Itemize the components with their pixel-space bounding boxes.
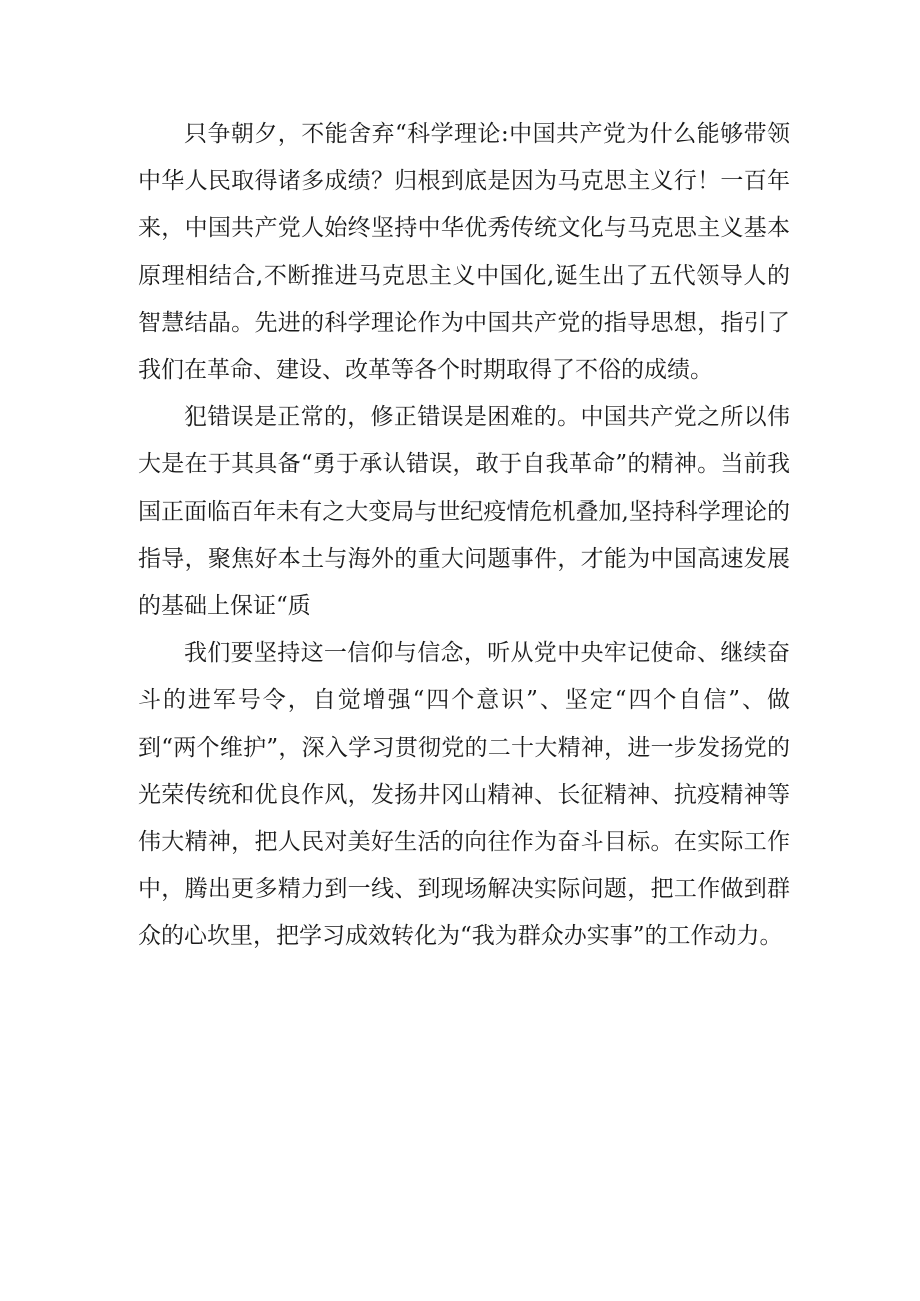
paragraph-1: 只争朝夕，不能舍弃“科学理论:中国共产党为什么能够带领中华人民取得诸多成绩？归根到底是因为马克思主义行！一百年来，中国共产党人始终坚持中华优秀传统文化与马克思主义基本原理相结合,不断推进马克思主义中国化,诞生出了五代领导人的智慧结晶。先进的科学理论作为中国共产党的指导思想，指引了我们在革命、建设、改革等各个时期取得了不俗的成绩。 [138, 121, 790, 384]
paragraph-2: 犯错误是正常的，修正错误是困难的。中国共产党之所以伟大是在于其具备“勇于承认错误，敢于自我革命”的精神。当前我国正面临百年未有之大变局与世纪疫情危机叠加,坚持科学理论的指导，聚焦好本土与海外的重大问题事件，才能为中国高速发展的基础上保证“质 [138, 404, 790, 620]
paragraph-3: 我们要坚持这一信仰与信念，听从党中央牢记使命、继续奋斗的进军号令，自觉增强“四个意识”、坚定“四个自信”、做到“两个维护”，深入学习贯彻党的二十大精神，进一步发扬党的光荣传统和优良作风，发扬井冈山精神、长征精神、抗疫精神等伟大精神，把人民对美好生活的向往作为奋斗目标。在实际工作中，腾出更多精力到一线、到现场解决实际问题，把工作做到群众的心坎里，把学习成效转化为“我为群众办实事”的工作动力。 [138, 640, 790, 950]
document-body [138, 111, 790, 961]
